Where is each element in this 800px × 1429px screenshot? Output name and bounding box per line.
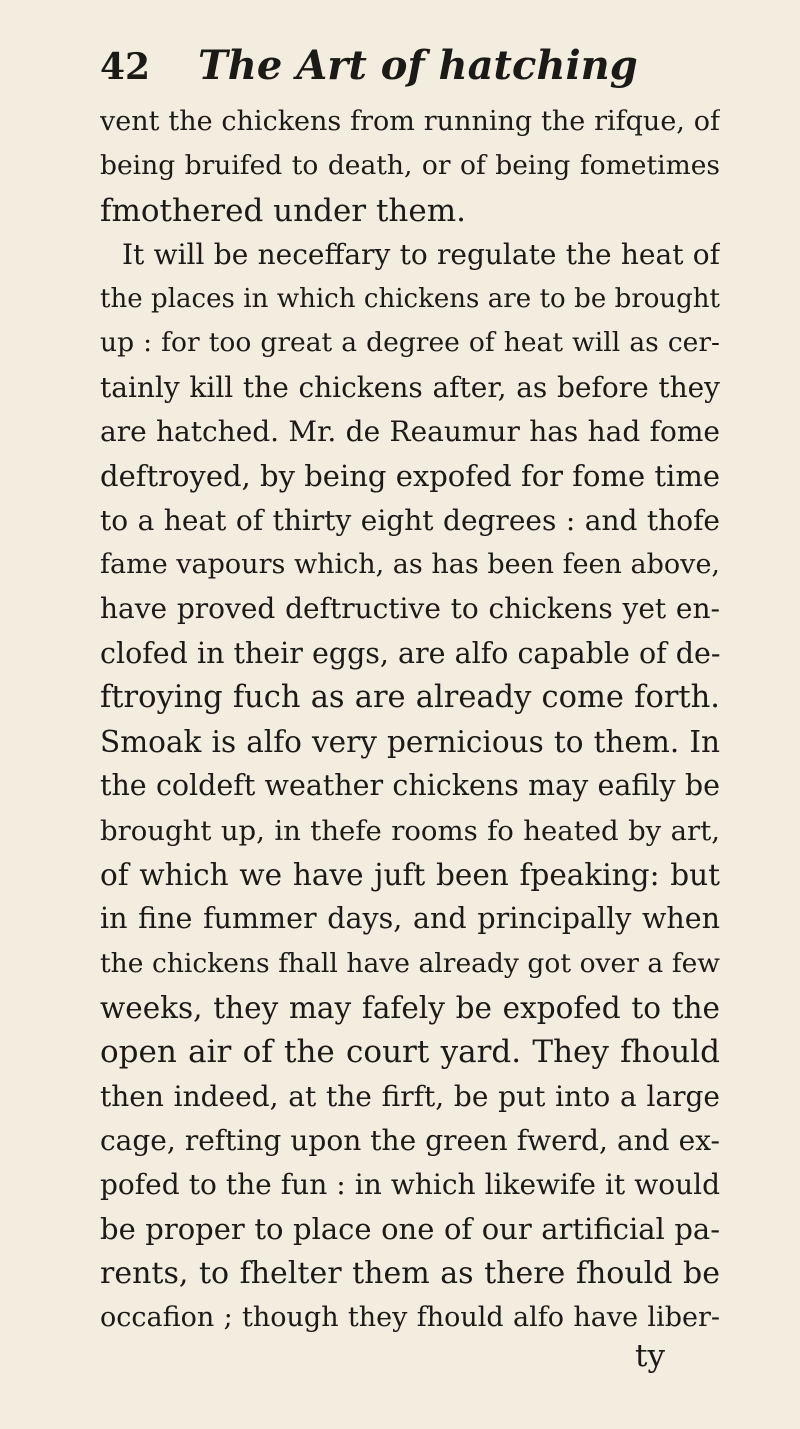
text-line: of which we have juft been fpeaking: but [100, 858, 720, 893]
text-line: the coldeft weather chickens may eafily be [100, 769, 720, 803]
text-line: vent the chickens from running the rifque, of [100, 106, 720, 137]
running-title: The Art of hatching [198, 42, 638, 89]
text-line: up : for too great a degree of heat will as cer- [100, 327, 720, 359]
text-line: pofed to the fun : in which likewife it would [100, 1168, 720, 1202]
catchword: ty [635, 1338, 665, 1374]
page-header [100, 40, 720, 100]
text-line: open air of the court yard. They fhould [100, 1034, 720, 1071]
text-line: ftroying fuch as are already come forth. [100, 679, 720, 715]
text-line: the chickens fhall have already got over a few [100, 947, 720, 979]
text-line: weeks, they may fafely be expofed to the [100, 990, 720, 1025]
text-line: deftroyed, by being expofed for fome time [100, 459, 720, 494]
text-line: be proper to place one of our artificial pa- [100, 1212, 720, 1247]
body-text [100, 100, 720, 1340]
page-number: 42 [100, 46, 151, 88]
text-line: fame vapours which, as has been feen above, [100, 548, 720, 580]
text-line: clofed in their eggs, are alfo capable of de- [100, 636, 720, 670]
text-line: in fine fummer days, and principally when [100, 902, 720, 936]
text-line: occafion ; though they fhould alfo have liber- [100, 1302, 720, 1334]
text-line: are hatched. Mr. de Reaumur has had fome [100, 415, 720, 449]
text-line: fmothered under them. [100, 192, 466, 229]
text-line: to a heat of thirty eight degrees : and thofe [100, 503, 720, 537]
text-line: have proved deftructive to chickens yet en- [100, 592, 720, 626]
text-line: cage, refting upon the green fwerd, and ex- [100, 1123, 720, 1157]
text-line: rents, to fhelter them as there fhould be [100, 1255, 720, 1291]
text-line: the places in which chickens are to be brought [100, 284, 720, 315]
text-line: It will be neceffary to regulate the heat of [122, 237, 720, 271]
text-line: brought up, in thefe rooms fo heated by art, [100, 814, 720, 847]
text-line: then indeed, at the firft, be put into a large [100, 1079, 720, 1113]
text-line: being bruifed to death, or of being fometimes [100, 150, 720, 182]
text-line: tainly kill the chickens after, as before they [100, 370, 720, 404]
text-line: Smoak is alfo very pernicious to them. In [100, 725, 720, 760]
